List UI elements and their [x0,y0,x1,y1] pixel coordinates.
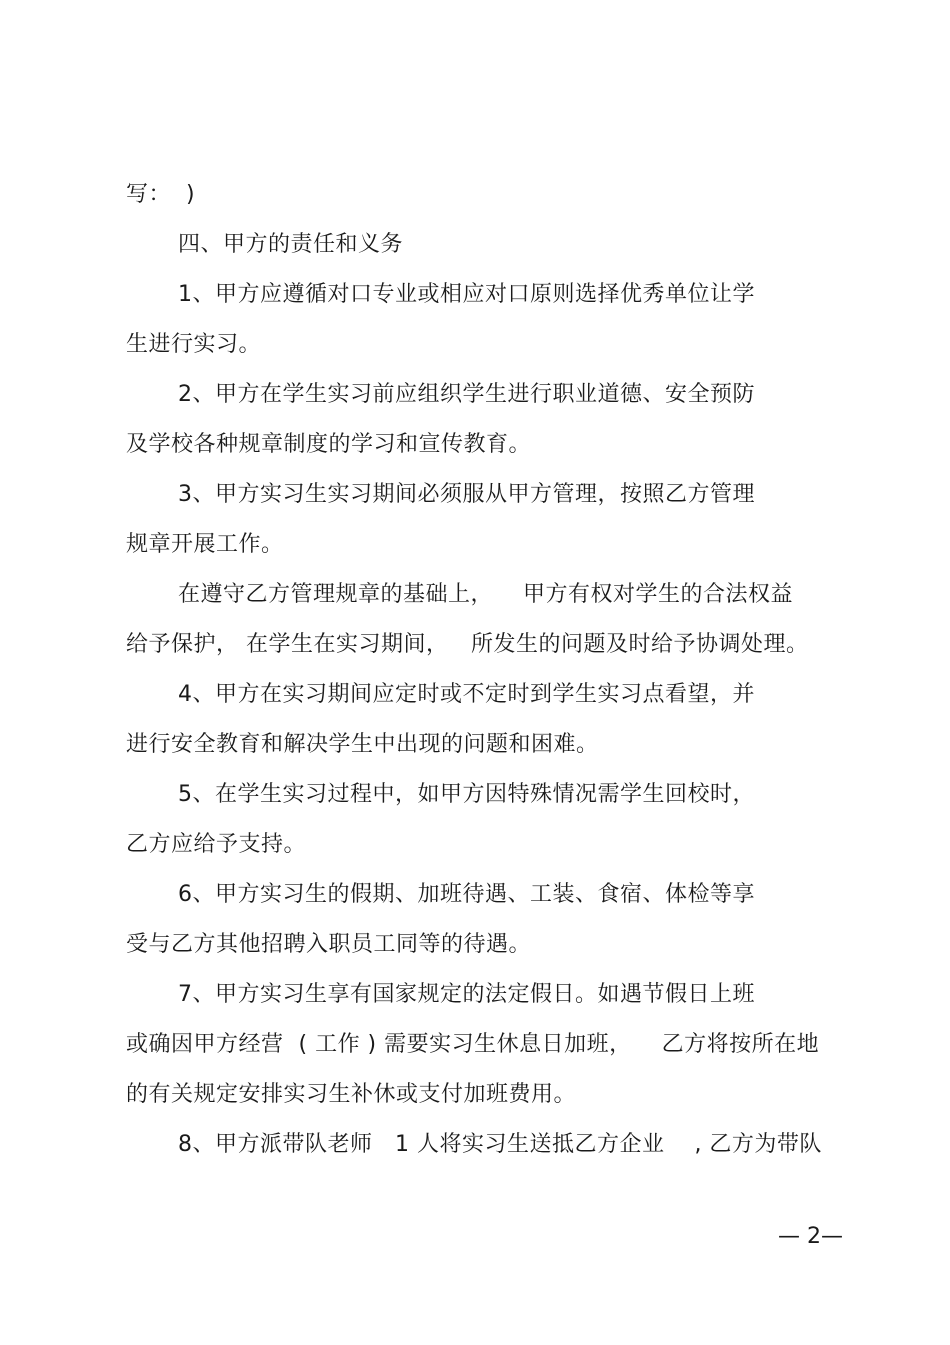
text-line: 3、甲方实习生实习期间必须服从甲方管理，按照乙方管理 [178,482,755,507]
text-line: 7、甲方实习生享有国家规定的法定假日。如遇节假日上班 [178,982,755,1007]
text-line: 或确因甲方经营 ( 工作 ) 需要实习生休息日加班， 乙方将按所在地 [126,1032,820,1057]
text-line: 规章开展工作。 [126,532,284,557]
page-number: — 2— [778,1224,843,1249]
text-line: 的有关规定安排实习生补休或支付加班费用。 [126,1082,577,1107]
text-line: 受与乙方其他招聘入职员工同等的待遇。 [126,932,532,957]
text-line: 生进行实习。 [126,332,262,357]
text-line: 6、甲方实习生的假期、加班待遇、工装、食宿、体检等享 [178,882,755,907]
text-line: 8、甲方派带队老师 1 人将实习生送抵乙方企业 , 乙方为带队 [178,1132,822,1157]
text-line: 及学校各种规章制度的学习和宣传教育。 [126,432,532,457]
text-line: 进行安全教育和解决学生中出现的问题和困难。 [126,732,599,757]
text-line: 写： ) [126,182,196,207]
text-line: 2、甲方在学生实习前应组织学生进行职业道德、安全预防 [178,382,755,407]
text-line: 给予保护， 在学生在实习期间， 所发生的问题及时给予协调处理。 [126,632,809,657]
text-line: 5、在学生实习过程中，如甲方因特殊情况需学生回校时， [178,782,755,807]
section-heading: 四、甲方的责任和义务 [178,232,404,257]
text-line: 在遵守乙方管理规章的基础上， 甲方有权对学生的合法权益 [178,582,793,607]
text-line: 1、甲方应遵循对口专业或相应对口原则选择优秀单位让学 [178,282,755,307]
text-line: 4、甲方在实习期间应定时或不定时到学生实习点看望，并 [178,682,755,707]
text-line: 乙方应给予支持。 [126,832,307,857]
